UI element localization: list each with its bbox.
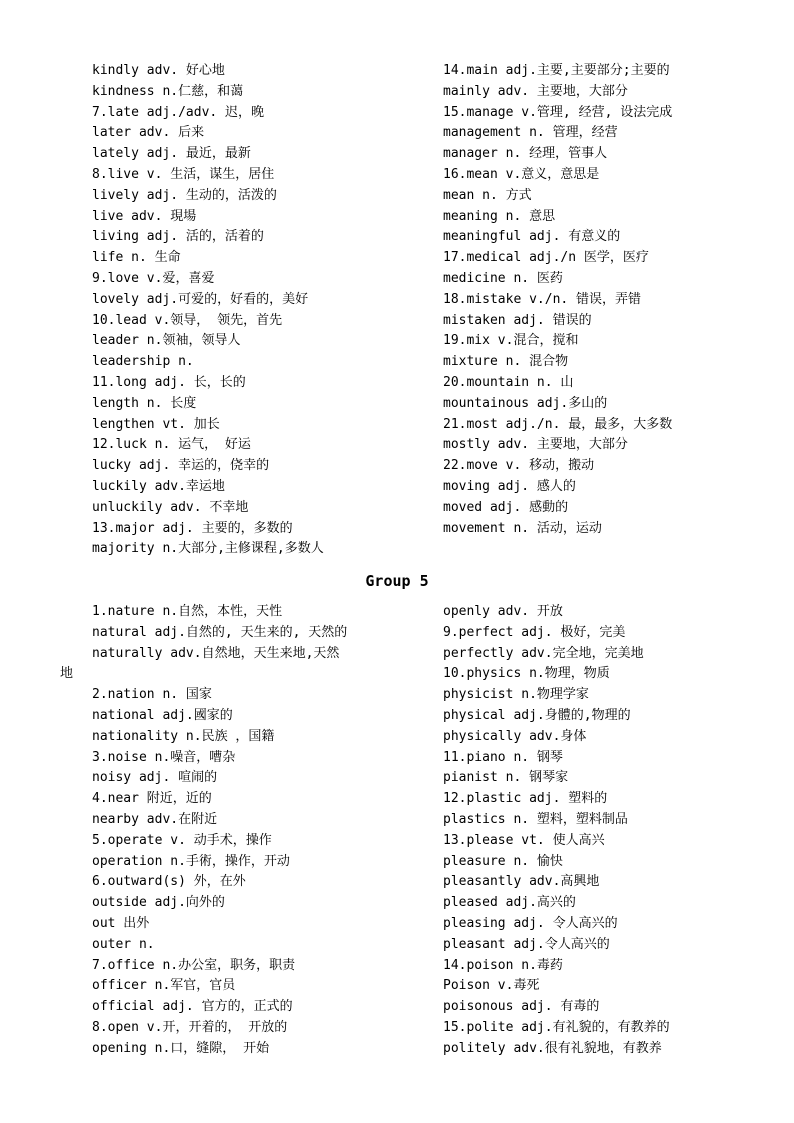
vocab-line: openly adv. 开放 [443,604,563,619]
vocab-line: meaningful adj. 有意义的 [443,229,621,245]
vocab-line: physicist n.物理学家 [443,687,589,703]
vocab-line: live adv. 現場 [92,208,197,224]
vocab-line: 13.major adj. 主要的，多数的 [92,520,293,536]
section1-left-column [92,61,324,560]
vocab-line: 13.please vt. 使人高兴 [443,832,605,848]
vocab-line: 10.physics n.物理，物质 [443,666,610,682]
vocab-line: mean n. 方式 [443,187,532,203]
vocab-line: 16.mean v.意义，意思是 [443,166,600,182]
vocab-line: naturally adv.自然地，天生来地,天然 [92,645,340,661]
vocab-line: nationality n.民族 ，国籍 [92,728,275,744]
vocab-line: lately adj. 最近，最新 [92,146,251,162]
vocab-line: 2.nation n. 国家 [92,687,212,703]
vocab-line: pleased adj.高兴的 [443,895,576,911]
vocab-line: physical adj.身體的,物理的 [443,707,631,723]
vocab-line: 8.open v.开，开着的， 开放的 [92,1019,288,1035]
vocab-line: 17.medical adj./n 医学，医疗 [443,250,649,266]
vocab-line: 21.most adj./n. 最，最多，大多数 [443,416,673,432]
vocab-line: pleasing adj. 令人高兴的 [443,915,618,931]
vocab-line: manager n. 经理，管事人 [443,146,608,162]
vocab-line: natural adj.自然的, 天生来的, 天然的 [92,624,348,640]
group-heading: Group 5 [365,572,429,590]
vocab-line: 9.perfect adj. 极好，完美 [443,624,626,640]
vocab-line: lovely adj.可爱的，好看的，美好 [92,291,309,307]
vocab-line: 12.luck n. 运气， 好运 [92,437,251,453]
vocab-line: Poison v.毒死 [443,978,540,994]
vocab-line: 地 [60,666,74,682]
vocab-line: unluckily adv. 不幸地 [92,499,249,515]
vocab-line: lucky adj. 幸运的，侥幸的 [92,458,270,474]
vocab-line: 14.main adj.主要,主要部分;主要的 [443,63,670,78]
vocab-line: mainly adv. 主要地，大部分 [443,83,628,99]
vocab-line: 7.late adj./adv. 迟，晚 [92,104,265,120]
vocab-line: 15.polite adj.有礼貌的，有教养的 [443,1019,670,1035]
vocab-line: pleasantly adv.高興地 [443,874,600,890]
vocab-line: mostly adv. 主要地，大部分 [443,437,628,453]
vocab-line: kindly adv. 好心地 [92,63,225,78]
vocab-line: mistaken adj. 错误的 [443,312,592,328]
vocab-line: opening n.口，缝隙， 开始 [92,1040,270,1056]
vocab-line: nearby adv.在附近 [92,811,218,827]
vocab-line: 5.operate v. 动手术，操作 [92,832,272,848]
vocab-line: later adv. 后来 [92,125,205,141]
vocab-line: 6.outward(s) 外，在外 [92,874,246,890]
vocab-line: lengthen vt. 加长 [92,416,220,432]
vocab-line: moving adj. 感人的 [443,478,576,494]
vocab-line: outside adj.向外的 [92,895,225,911]
vocab-line: poisonous adj. 有毒的 [443,999,600,1015]
vocab-line: 8.live v. 生活，谋生，居住 [92,166,275,182]
vocab-line: kindness n.仁慈，和蔼 [92,83,244,99]
section1-right-column [443,61,672,539]
vocab-line: 1.nature n.自然，本性，天性 [92,604,283,619]
vocab-line: national adj.國家的 [92,707,233,723]
vocab-line: 3.noise n.噪音，嘈杂 [92,749,236,765]
vocab-line: 12.plastic adj. 塑料的 [443,791,608,807]
vocab-line: noisy adj. 喧闹的 [92,770,218,786]
vocab-line: movement n. 活动，运动 [443,520,602,536]
vocab-line: management n. 管理，经营 [443,125,618,141]
vocab-line: 15.manage v.管理, 经营, 设法完成 [443,104,673,120]
vocab-line: leadership n. [92,354,194,370]
vocab-line: majority n.大部分,主修课程,多数人 [92,541,324,557]
vocab-line: 20.mountain n. 山 [443,374,574,390]
vocab-line: length n. 长度 [92,395,197,411]
vocab-line: pleasure n. 愉快 [443,853,563,869]
vocab-line: life n. 生命 [92,250,181,266]
vocab-line: official adj. 官方的，正式的 [92,999,293,1015]
section2-right-column [443,602,670,1060]
vocab-line: physically adv.身体 [443,728,587,744]
vocab-line: operation n.手術，操作，开动 [92,853,290,869]
vocab-line: out 出外 [92,915,150,931]
vocab-line: pleasant adj.令人高兴的 [443,936,610,952]
vocab-line: 9.love v.爱，喜爱 [92,270,215,286]
vocab-line: medicine n. 医药 [443,270,563,286]
vocab-line: 11.long adj. 长，长的 [92,374,246,390]
vocab-line: outer n. [92,936,155,952]
vocab-line: mixture n. 混合物 [443,354,569,370]
vocab-line: 10.lead v.领导， 领先，首先 [92,312,283,328]
vocab-line: 14.poison n.毒药 [443,957,563,973]
vocab-line: 11.piano n. 钢琴 [443,749,563,765]
vocab-line: moved adj. 感動的 [443,499,569,515]
vocab-line: luckily adv.幸运地 [92,478,225,494]
vocab-line: 22.move v. 移动，搬动 [443,458,595,474]
section2-left-column [60,602,348,1060]
vocab-line: 19.mix v.混合，搅和 [443,333,579,349]
vocab-line: politely adv.很有礼貌地，有教养 [443,1040,662,1056]
vocab-line: mountainous adj.多山的 [443,395,608,411]
vocab-line: lively adj. 生动的，活泼的 [92,187,277,203]
vocab-line: officer n.军官，官员 [92,978,236,994]
vocab-line: 7.office n.办公室，职务，职责 [92,957,296,973]
vocab-line: leader n.领袖，领导人 [92,333,241,349]
vocab-line: perfectly adv.完全地，完美地 [443,645,644,661]
vocab-line: meaning n. 意思 [443,208,556,224]
vocab-line: plastics n. 塑料，塑料制品 [443,811,628,827]
vocab-line: pianist n. 钢琴家 [443,770,569,786]
vocab-line: living adj. 活的，活着的 [92,229,264,245]
vocab-line: 18.mistake v./n. 错误，弄错 [443,291,642,307]
vocab-line: 4.near 附近，近的 [92,791,212,807]
